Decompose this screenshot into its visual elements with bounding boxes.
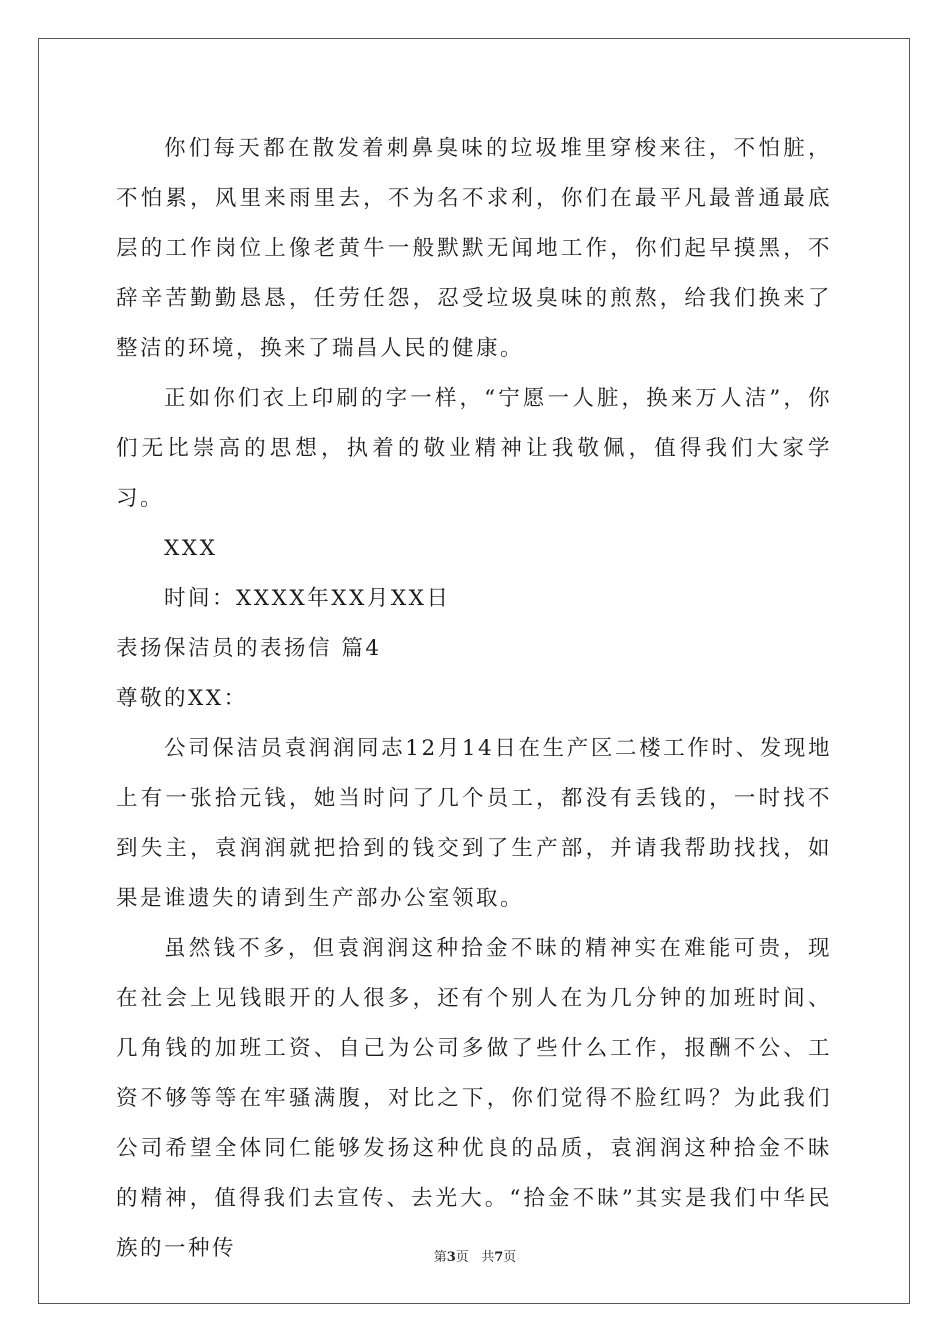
paragraph-praise-cleaners: 你们每天都在散发着刺鼻臭味的垃圾堆里穿梭来往，不怕脏，不怕累，风里来雨里去，不为名不求利，你们在最平凡最普通最底层的工作岗位上像老黄牛一般默默无闻地工作，你们起早摸黑，不辞辛苦勤勤恳恳，任劳任怨，忍受垃圾臭味的煎熬，给我们换来了整洁的环境，换来了瑞昌人民的健康。	[116, 136, 832, 361]
paragraph-found-money: 公司保洁员袁润润同志12月14日在生产区二楼工作时、发现地上有一张拾元钱，她当时问了几个员工，都没有丢钱的，一时找不到失主，袁润润就把拾到的钱交到了生产部，并请我帮助找找，如果是谁遗失的请到生产部办公室领取。	[116, 736, 832, 911]
page-number-footer	[0, 1246, 950, 1265]
page-suffix: 页	[503, 1250, 517, 1265]
page-prefix: 第	[433, 1250, 447, 1265]
paragraph-slogan: 正如你们衣上印刷的字一样，“宁愿一人脏，换来万人洁”，你们无比崇高的思想，执着的敬业精神让我敬佩，值得我们大家学习。	[116, 386, 832, 511]
document-body	[116, 124, 832, 1274]
page-current: 3	[446, 1250, 456, 1265]
page-total: 7	[494, 1250, 504, 1265]
page-mid: 页 共	[455, 1250, 495, 1265]
signature-name: XXX	[164, 536, 218, 561]
paragraph-honesty-spirit: 虽然钱不多，但袁润润这种拾金不昧的精神实在难能可贵，现在社会上见钱眼开的人很多，还有个别人在为几分钟的加班时间、几角钱的加班工资、自己为公司多做了些什么工作，报酬不公、工资不够等等在牢骚满腹，对比之下，你们觉得不脸红吗？为此我们公司希望全体同仁能够发扬这种优良的品质，袁润润这种拾金不昧的精神，值得我们去宣传、去光大。“拾金不昧”其实是我们中华民族的一种传	[116, 936, 832, 1261]
signature-date: 时间：XXXX年XX月XX日	[164, 586, 451, 611]
section-heading: 表扬保洁员的表扬信 篇4	[116, 636, 382, 661]
salutation: 尊敬的XX：	[116, 686, 248, 711]
